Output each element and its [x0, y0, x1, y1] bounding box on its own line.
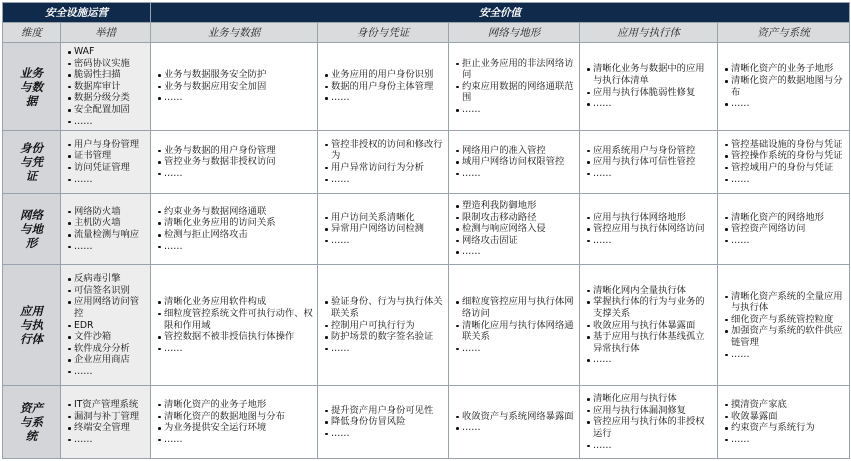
value-item: ……: [158, 168, 313, 180]
value-item: 业务与数据应用安全加固: [158, 81, 313, 93]
value-cell-network: [449, 43, 580, 131]
value-item: 域用户网络访问权限管控: [456, 156, 575, 168]
value-list: [449, 294, 579, 356]
column-header-business-data: 业务与数据: [151, 23, 318, 43]
value-item: ……: [325, 92, 444, 104]
dimension-label: [3, 43, 61, 131]
value-cell-network: [449, 386, 580, 459]
value-item: 管控应用与执行体网络访问: [587, 223, 713, 235]
row-application: [3, 265, 850, 386]
value-cell-application: [580, 131, 718, 193]
measures-list: [61, 271, 150, 379]
value-cell-business-data: [151, 386, 318, 459]
value-list: [718, 289, 849, 363]
value-item: 检测与拒止网络攻击: [158, 229, 313, 241]
value-item: ……: [158, 343, 313, 355]
matrix-table: [2, 2, 850, 459]
column-header-measures: 举措: [61, 23, 151, 43]
column-header-row: [3, 23, 850, 43]
measure-item: 漏洞与补丁管理: [68, 411, 146, 423]
measures-list: [61, 397, 150, 447]
value-item: 约束业务与数据网络通联: [158, 206, 313, 218]
measure-item: 安全配置加固: [68, 104, 146, 116]
value-list: [318, 403, 448, 442]
value-item: 验证身份、行为与执行体关联关系: [325, 296, 444, 319]
value-cell-identity: [318, 265, 449, 386]
value-list: [449, 56, 579, 118]
column-header-dimension: 维度: [3, 23, 61, 43]
value-list: [151, 143, 317, 182]
value-list: [449, 198, 579, 260]
measure-item: 证书管理: [68, 150, 146, 162]
measure-item: EDR: [68, 320, 146, 332]
value-list: [318, 294, 448, 356]
top-band-row: [3, 3, 850, 23]
value-item: ……: [456, 246, 575, 258]
measure-item: ……: [68, 434, 146, 446]
value-list: [449, 409, 579, 436]
value-item: 约束资产与系统行为: [725, 422, 845, 434]
measures-cell: [61, 131, 151, 193]
value-cell-assets: [718, 131, 850, 193]
value-item: ……: [725, 98, 845, 110]
value-item: 应用与执行体网络地形: [587, 212, 713, 224]
value-list: [718, 397, 849, 447]
value-item: 业务与数据的用户身份管理: [158, 145, 313, 157]
measure-item: 应用网络访问管控: [68, 296, 146, 319]
row-business-data: [3, 43, 850, 131]
value-list: [580, 61, 717, 111]
row-identity: [3, 131, 850, 193]
value-item: 业务与数据服务安全防护: [158, 69, 313, 81]
value-item: 管控资产网络访问: [725, 223, 845, 235]
measures-cell: [61, 386, 151, 459]
value-cell-application: [580, 43, 718, 131]
value-cell-network: [449, 265, 580, 386]
value-item: 用户异常访问行为分析: [325, 162, 444, 174]
value-item: 防护场景的数字签名验证: [325, 331, 444, 343]
measure-item: 脆弱性扫描: [68, 69, 146, 81]
value-item: 应用系统用户与身份管控: [587, 145, 713, 157]
value-list: [580, 143, 717, 182]
value-item: ……: [325, 343, 444, 355]
value-item: 管控数据不被非授信执行体操作: [158, 331, 313, 343]
matrix-body: [3, 43, 850, 459]
value-item: 清晰化业务应用的访问关系: [158, 217, 313, 229]
value-cell-application: [580, 265, 718, 386]
value-cell-network: [449, 131, 580, 193]
value-cell-network: [449, 193, 580, 265]
dimension-label: [3, 193, 61, 265]
value-item: 收敛应用与执行体暴露面: [587, 320, 713, 332]
value-cell-application: [580, 386, 718, 459]
value-item: 细粒度管控系统文件可执行动作、权限和作用域: [158, 308, 313, 331]
measure-item: 主机防火墙: [68, 217, 146, 229]
measures-list: [61, 204, 150, 254]
row-network: [3, 193, 850, 265]
value-item: 清晰化资产的网络地形: [725, 212, 845, 224]
measure-item: 企业应用商店: [68, 354, 146, 366]
value-item: 基于应用与执行体基线孤立异常执行体: [587, 331, 713, 354]
value-item: ……: [456, 422, 575, 434]
value-cell-business-data: [151, 193, 318, 265]
value-item: 管控域用户的身份与凭证: [725, 162, 845, 174]
value-item: 应用与执行体漏洞修复: [587, 405, 713, 417]
value-list: [151, 67, 317, 106]
value-list: [318, 210, 448, 249]
measure-item: 可信签名识别: [68, 285, 146, 297]
value-list: [580, 283, 717, 368]
measure-item: ……: [68, 174, 146, 186]
value-item: 清晰化资产的业务子地形: [158, 399, 313, 411]
value-cell-assets: [718, 43, 850, 131]
dimension-text: 业务与数据: [20, 65, 43, 108]
value-cell-business-data: [151, 43, 318, 131]
value-list: [718, 61, 849, 111]
value-item: ……: [325, 428, 444, 440]
value-cell-assets: [718, 193, 850, 265]
measure-item: IT资产管理系统: [68, 399, 146, 411]
measure-item: 文件沙箱: [68, 331, 146, 343]
value-item: ……: [587, 440, 713, 452]
measure-item: WAF: [68, 46, 146, 58]
value-item: 网络攻击固证: [456, 235, 575, 247]
value-item: ……: [725, 235, 845, 247]
measure-item: 数据库审计: [68, 81, 146, 93]
measures-cell: [61, 265, 151, 386]
value-cell-business-data: [151, 131, 318, 193]
value-list: [580, 210, 717, 249]
value-item: 细化资产与系统管控粒度: [725, 314, 845, 326]
measures-list: [61, 137, 150, 187]
value-item: 管控非授权的访问和修改行为: [325, 139, 444, 162]
value-item: 控制用户可执行行为: [325, 320, 444, 332]
value-item: 异常用户网络访问检测: [325, 223, 444, 235]
row-assets: [3, 386, 850, 459]
value-item: 业务应用的用户身份识别: [325, 69, 444, 81]
value-item: 摸清资产家底: [725, 399, 845, 411]
measure-item: 流量检测与响应: [68, 229, 146, 241]
measure-item: 反病毒引擎: [68, 273, 146, 285]
measure-item: ……: [68, 116, 146, 128]
value-item: 提升资产用户身份可见性: [325, 405, 444, 417]
value-list: [718, 137, 849, 187]
value-item: ……: [456, 104, 575, 116]
column-header-assets: 资产与系统: [718, 23, 850, 43]
value-list: [151, 294, 317, 356]
value-item: 清晰化资产的数据地图与分布: [158, 411, 313, 423]
value-item: 清晰化资产的业务子地形: [725, 63, 845, 75]
value-item: ……: [158, 92, 313, 104]
measure-item: 访问凭证管理: [68, 162, 146, 174]
value-cell-assets: [718, 265, 850, 386]
measures-list: [61, 44, 150, 129]
value-item: 约束应用数据的网络通联范围: [456, 81, 575, 104]
value-item: ……: [725, 349, 845, 361]
value-item: 掌握执行体的行为与业务的支撑关系: [587, 296, 713, 319]
value-item: ……: [587, 98, 713, 110]
value-item: 为业务提供安全运行环境: [158, 422, 313, 434]
value-cell-identity: [318, 43, 449, 131]
value-item: 管控操作系统的身份与凭证: [725, 150, 845, 162]
value-item: 清晰化应用与执行体: [587, 393, 713, 405]
value-item: 清晰化资产系统的全量应用与执行体: [725, 291, 845, 314]
value-item: 收敛暴露面: [725, 411, 845, 423]
dimension-text: 身份与凭证: [20, 140, 43, 183]
value-cell-application: [580, 193, 718, 265]
value-item: 数据的用户身份主体管理: [325, 81, 444, 93]
left-band-title: 安全设施运营: [3, 3, 151, 23]
value-item: ……: [158, 241, 313, 253]
value-item: 检测与响应网络入侵: [456, 223, 575, 235]
measure-item: ……: [68, 241, 146, 253]
value-item: ……: [587, 168, 713, 180]
dimension-text: 网络与地形: [20, 208, 43, 251]
measure-item: 软件成分分析: [68, 343, 146, 355]
value-item: ……: [456, 168, 575, 180]
value-item: 网络用户的准入管控: [456, 145, 575, 157]
measures-cell: [61, 193, 151, 265]
column-header-application: 应用与执行体: [580, 23, 718, 43]
value-item: 降低身份仿冒风险: [325, 416, 444, 428]
value-list: [151, 204, 317, 254]
value-item: 拒止业务应用的非法网络访问: [456, 58, 575, 81]
value-item: 清晰化资产的数据地图与分布: [725, 75, 845, 98]
value-item: 加强资产与系统的软件供应链管理: [725, 325, 845, 348]
value-item: ……: [325, 235, 444, 247]
dimension-text: 应用与执行体: [20, 304, 43, 347]
value-item: 清晰化网内全量执行体: [587, 285, 713, 297]
value-cell-identity: [318, 193, 449, 265]
dimension-label: [3, 131, 61, 193]
value-item: 清晰化应用与执行体网络通联关系: [456, 320, 575, 343]
value-list: [318, 67, 448, 106]
value-item: ……: [725, 174, 845, 186]
value-item: 管控业务与数据非授权访问: [158, 156, 313, 168]
value-item: ……: [158, 434, 313, 446]
value-item: 用户访问关系清晰化: [325, 212, 444, 224]
column-header-network: 网络与地形: [449, 23, 580, 43]
value-item: 收敛资产与系统网络暴露面: [456, 411, 575, 423]
value-item: 管控基础设施的身份与凭证: [725, 139, 845, 151]
value-cell-identity: [318, 131, 449, 193]
value-list: [449, 143, 579, 182]
value-item: 细粒度管控应用与执行体网络访问: [456, 296, 575, 319]
right-band-title: 安全价值: [151, 3, 850, 23]
measure-item: ……: [68, 366, 146, 378]
value-list: [151, 397, 317, 447]
value-item: ……: [456, 343, 575, 355]
value-item: ……: [587, 235, 713, 247]
value-list: [580, 391, 717, 453]
measure-item: 用户与身份管理: [68, 139, 146, 151]
value-item: 塑造利我防御地形: [456, 200, 575, 212]
value-cell-business-data: [151, 265, 318, 386]
value-list: [318, 137, 448, 187]
measure-item: 密码协议实施: [68, 58, 146, 70]
value-item: 限制攻击移动路径: [456, 212, 575, 224]
column-header-identity: 身份与凭证: [318, 23, 449, 43]
value-list: [718, 210, 849, 249]
measures-cell: [61, 43, 151, 131]
measure-item: 数据分级分类: [68, 92, 146, 104]
value-item: 清晰化业务与数据中的应用与执行体清单: [587, 63, 713, 86]
value-item: 清晰化业务应用软件构成: [158, 296, 313, 308]
value-item: 应用与执行体可信性管控: [587, 156, 713, 168]
measure-item: 网络防火墙: [68, 206, 146, 218]
dimension-text: 资产与系统: [20, 401, 43, 444]
value-item: ……: [325, 174, 444, 186]
value-item: ……: [725, 434, 845, 446]
value-item: ……: [587, 354, 713, 366]
dimension-label: [3, 265, 61, 386]
value-cell-identity: [318, 386, 449, 459]
value-cell-assets: [718, 386, 850, 459]
dimension-label: [3, 386, 61, 459]
value-item: 管控应用与执行体的非授权运行: [587, 416, 713, 439]
measure-item: 终端安全管理: [68, 422, 146, 434]
value-item: 应用与执行体脆弱性修复: [587, 87, 713, 99]
